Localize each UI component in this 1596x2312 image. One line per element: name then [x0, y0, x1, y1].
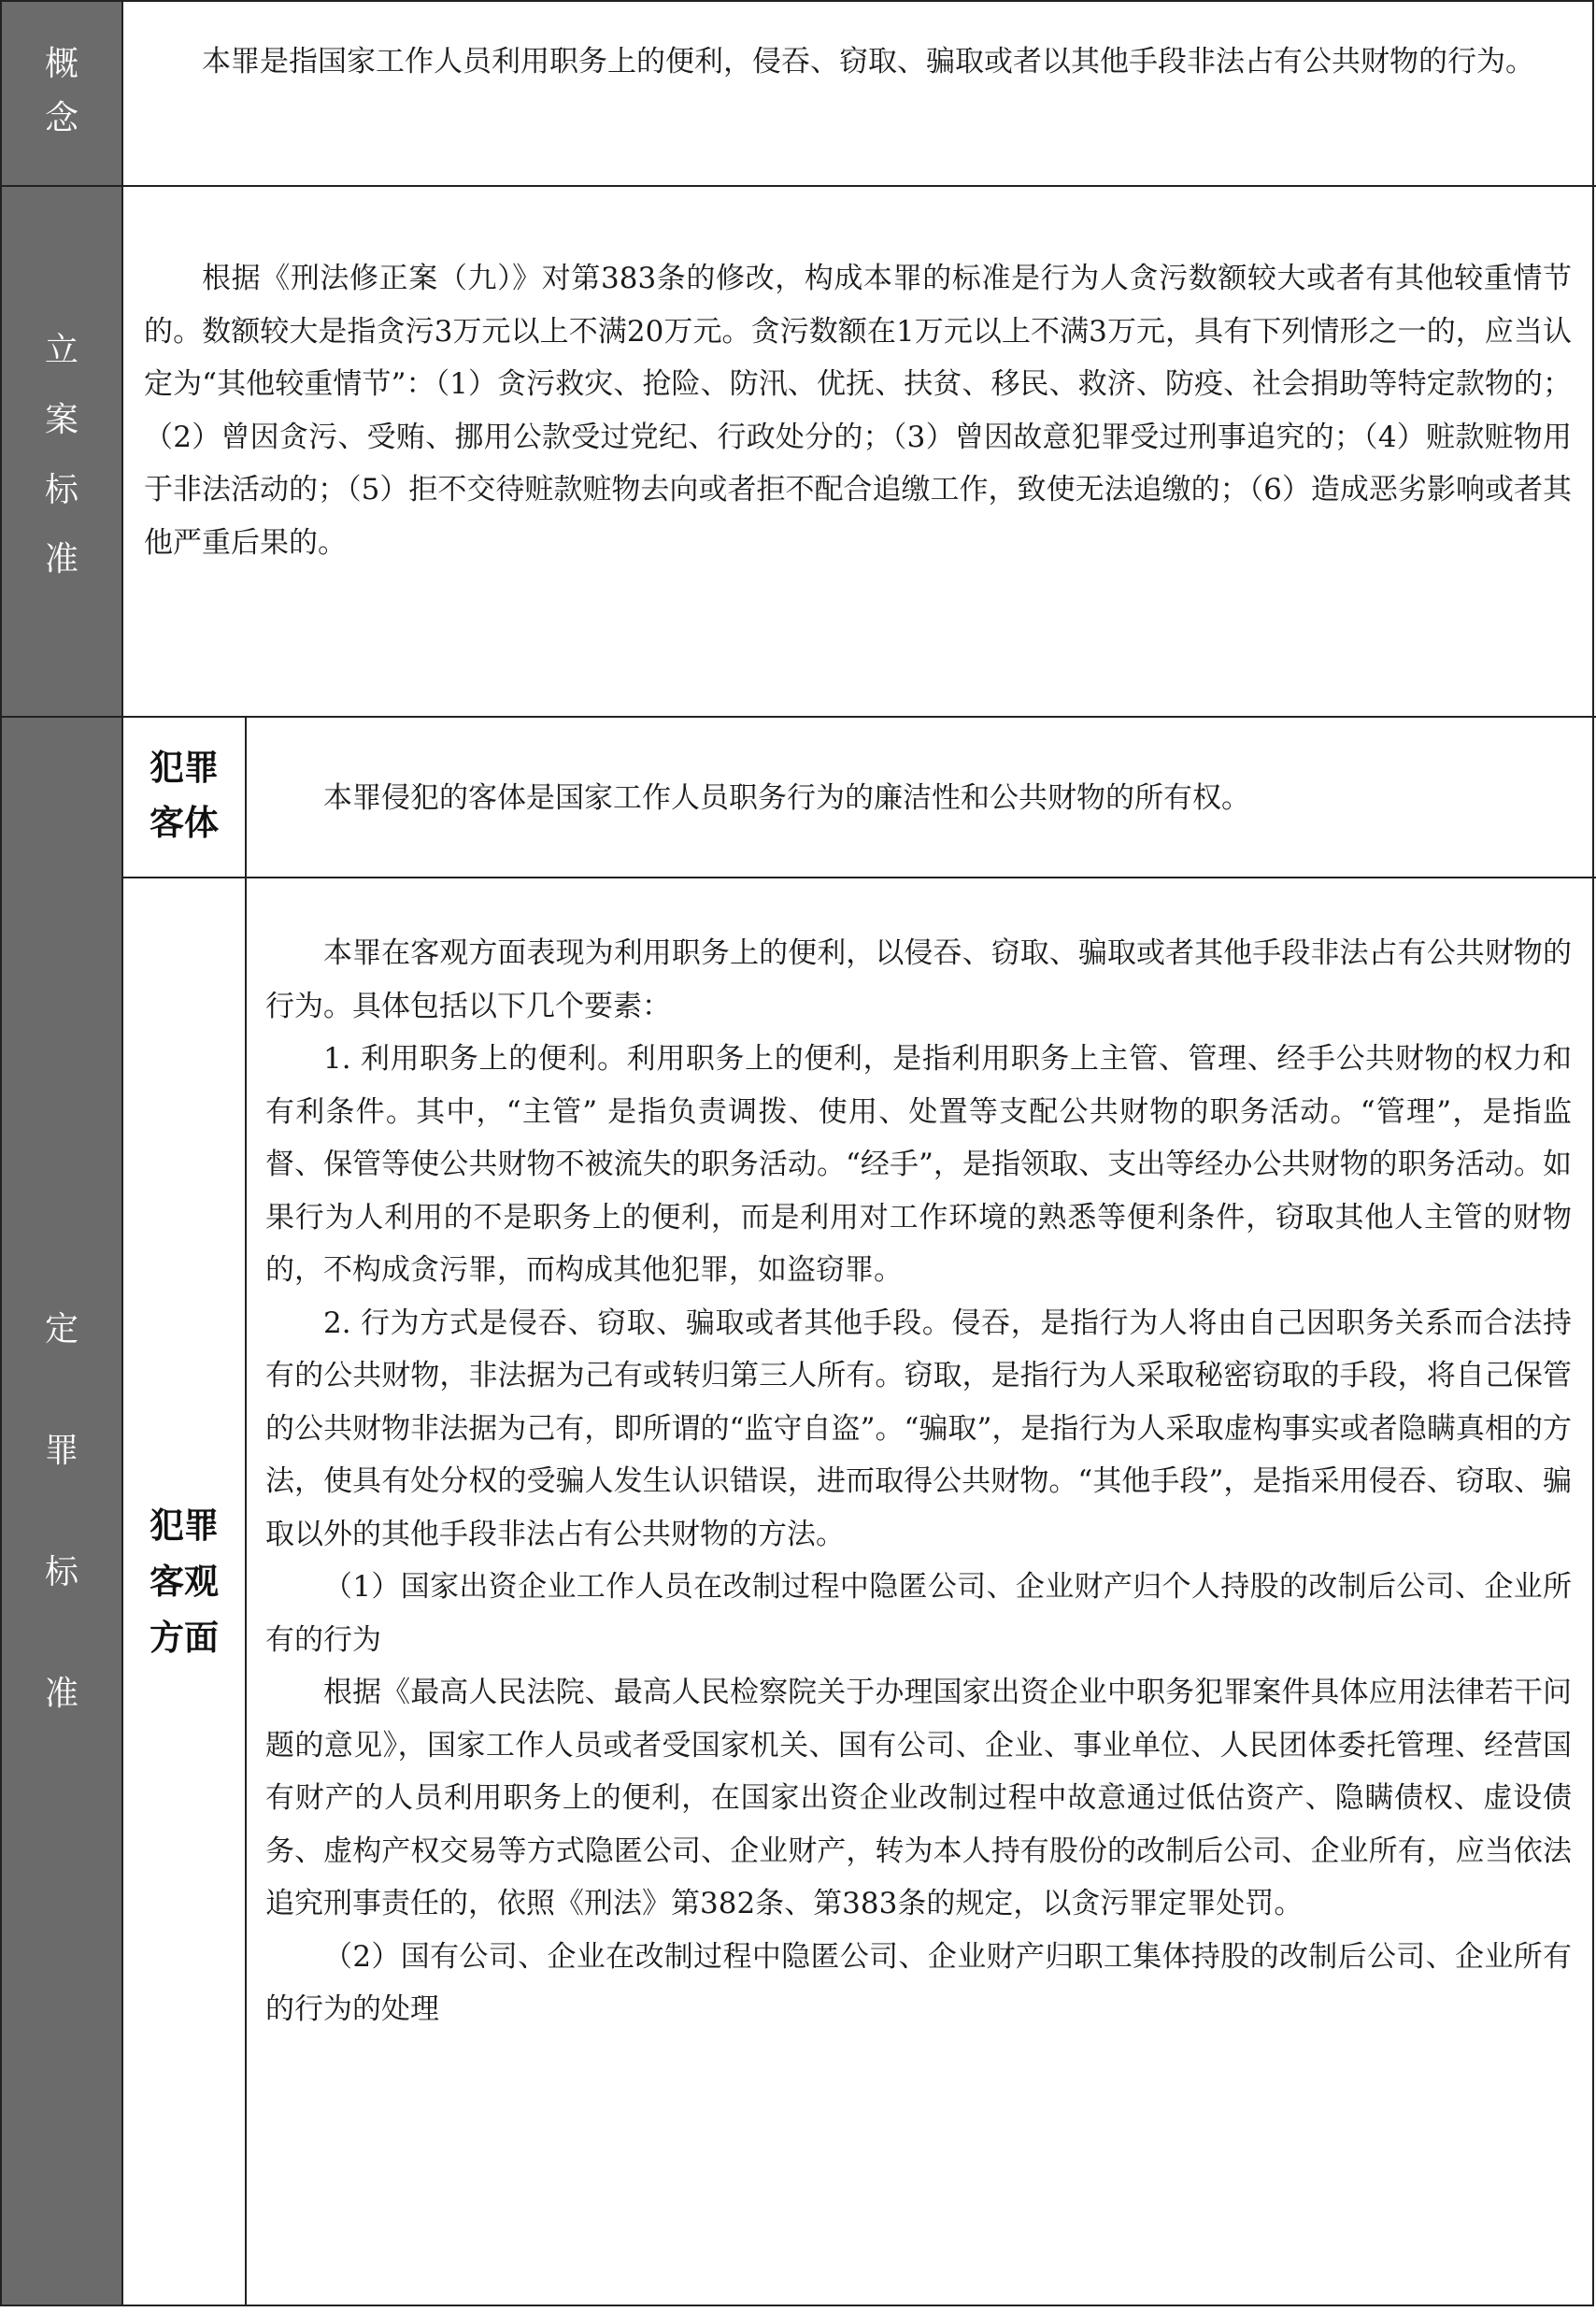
paragraph: 1. 利用职务上的便利。利用职务上的便利，是指利用职务上主管、管理、经手公共财物的权力和有利条件。其中，“主管” 是指负责调拨、使用、处置等支配公共财物的职务活动。“管理”，是指监督、保管等使公共财物不被流失的职务活动。“经手”，是指领取、支出等经办公共财物的职务活动。如果行为人利用的不是职务上的便利，而是利用对工作环境的熟悉等便利条件，窃取其他人主管的财物的，不构成贪污罪，而构成其他犯罪，如盗窃罪。	[265, 1042, 1572, 1287]
sub-label-line: 犯罪	[150, 748, 219, 788]
paragraph: 本罪侵犯的客体是国家工作人员职务行为的廉洁性和公共财物的所有权。	[323, 781, 1250, 815]
paragraph: （2）国有公司、企业在改制过程中隐匿公司、企业财产归职工集体持股的改制后公司、企业所有的行为的处理	[265, 1939, 1572, 2026]
paragraph: 根据《最高人民法院、最高人民检察院关于办理国家出资企业中职务犯罪案件具体应用法律若干问题的意见》，国家工作人员或者受国家机关、国有公司、企业、事业单位、人民团体委托管理、经营国有财产的人员利用职务上的便利，在国家出资企业改制过程中故意通过低估资产、隐瞒债权、虚设债务、虚构产权交易等方式隐匿公司、企业财产，转为本人持有股份的改制后公司、企业所有，应当依法追究刑事责任的，依照《刑法》第382条、第383条的规定，以贪污罪定罪处罚。	[265, 1676, 1572, 1920]
row-label-char: 概	[44, 45, 78, 83]
row-label-char: 准	[44, 540, 78, 578]
sub-label-line: 方面	[150, 1618, 219, 1658]
row-label-char: 标	[44, 1553, 78, 1591]
sub-label-line: 客体	[150, 803, 219, 843]
sub-label-line: 客观	[150, 1562, 219, 1602]
row-label-char: 案	[44, 401, 78, 439]
row-label-char: 标	[44, 471, 78, 509]
row-label-char: 定	[44, 1310, 78, 1349]
paragraph: 本罪在客观方面表现为利用职务上的便利，以侵吞、窃取、骗取或者其他手段非法占有公共财物的行为。具体包括以下几个要素：	[265, 936, 1572, 1023]
sub-label-line: 犯罪	[150, 1506, 219, 1546]
paragraph: 2. 行为方式是侵吞、窃取、骗取或者其他手段。侵吞，是指行为人将由自己因职务关系而合法持有的公共财物，非法据为己有或转归第三人所有。窃取，是指行为人采取秘密窃取的手段，将自己保管的公共财物非法据为己有，即所谓的“监守自盗”。“骗取”，是指行为人采取虚构事实或者隐瞒真相的方法，使具有处分权的受骗人发生认识错误，进而取得公共财物。“其他手段”，是指采用侵吞、窃取、骗取以外的其他手段非法占有公共财物的方法。	[265, 1306, 1572, 1551]
paragraph: 根据《刑法修正案（九）》对第383条的修改，构成本罪的标准是行为人贪污数额较大或者有其他较重情节的。数额较大是指贪污3万元以上不满20万元。贪污数额在1万元以上不满3万元，具有下列情形之一的，应当认定为“其他较重情节”：（1）贪污救灾、抢险、防汛、优抚、扶贫、移民、救济、防疫、社会捐助等特定款物的；（2）曾因贪污、受贿、挪用公款受过党纪、行政处分的；（3）曾因故意犯罪受过刑事追究的；（4）赃款赃物用于非法活动的；（5）拒不交待赃款赃物去向或者拒不配合追缴工作，致使无法追缴的；（6）造成恶劣影响或者其他严重后果的。	[144, 262, 1572, 560]
row-label-char: 准	[44, 1675, 78, 1713]
row-label-char: 罪	[44, 1432, 78, 1470]
paragraph: （1）国家出资企业工作人员在改制过程中隐匿公司、企业财产归个人持股的改制后公司、企业所有的行为	[265, 1570, 1572, 1657]
paragraph: 本罪是指国家工作人员利用职务上的便利，侵吞、窃取、骗取或者以其他手段非法占有公共财物的行为。	[202, 45, 1534, 78]
row-label-char: 立	[44, 331, 78, 369]
row-label-char: 念	[44, 99, 78, 137]
